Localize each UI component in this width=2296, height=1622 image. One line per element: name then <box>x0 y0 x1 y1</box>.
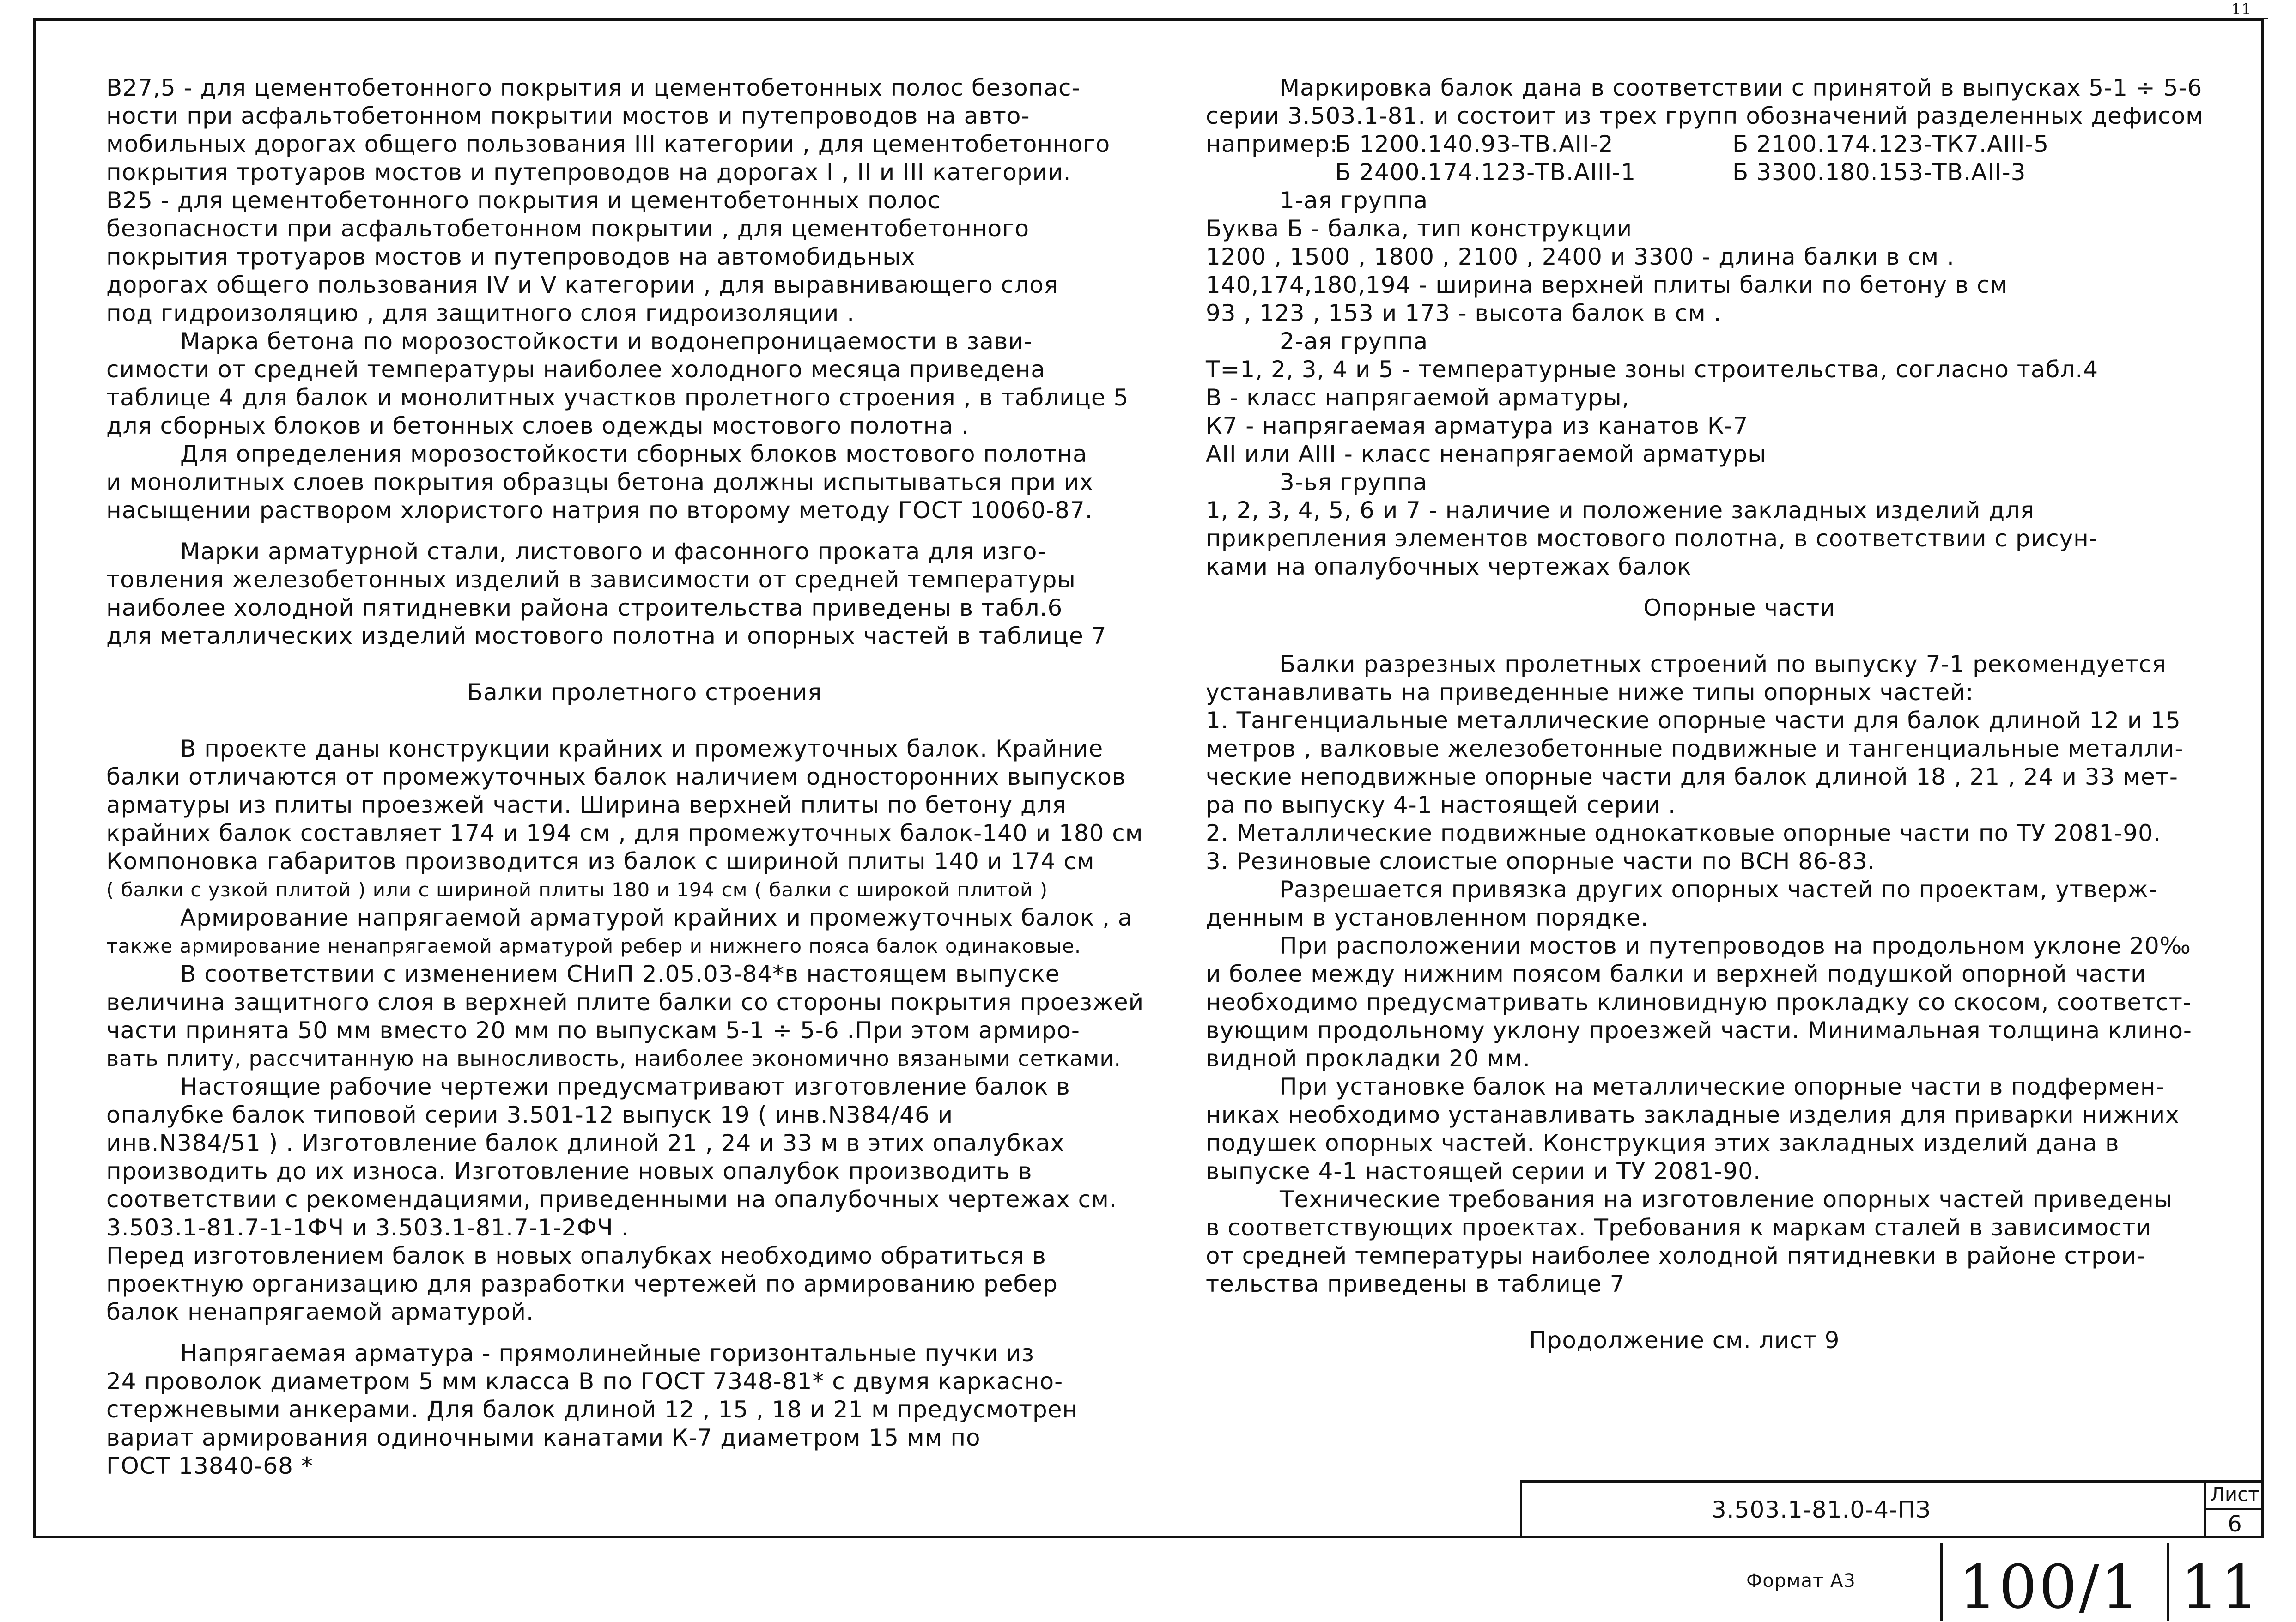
text-line: части принята 50 мм вместо 20 мм по выпускам 5-1 ÷ 5-6 .При этом армиро- <box>106 1017 1080 1044</box>
text-line: Компоновка габаритов производится из балок с шириной плиты 140 и 174 см <box>106 848 1095 875</box>
text-line: B27,5 - для цементобетонного покрытия и цементобетонных полос безопас- <box>106 74 1081 101</box>
right-para4 <box>1206 1073 2273 1186</box>
group3-list <box>1206 496 2273 581</box>
text-line: и монолитных слоев покрытия образцы бетона должны испытываться при их <box>106 469 1094 496</box>
text-line: крайних балок составляет 174 и 194 см , для промежуточных балок-140 и 180 см <box>106 820 1143 847</box>
text-line: При расположении мостов и путепроводов на продольном уклоне 20‰ <box>1280 932 2191 959</box>
left-para6 <box>106 904 1183 960</box>
text-line: Армирование напрягаемой арматурой крайних и промежуточных балок , а <box>180 904 1133 931</box>
text-line: 2. Металлические подвижные однокатковые опорные части по ТУ 2081-90. <box>1206 820 2161 847</box>
text-line: Напрягаемая арматура - прямолинейные горизонтальные пучки из <box>180 1340 1034 1367</box>
text-line: Марки арматурной стали, листового и фасонного проката для изго- <box>180 538 1046 565</box>
text-line: ческие неподвижные опорные части для балок длиной 18 , 21 , 24 и 33 мет- <box>1206 763 2178 790</box>
continuation-note: Продолжение см. лист 9 <box>1529 1327 1840 1354</box>
left-para10 <box>106 1339 1183 1480</box>
text-line: ности при асфальтобетонном покрытии мостов и путепроводов на авто- <box>106 103 1030 129</box>
text-line: насыщении раствором хлористого натрия по второму методу ГОСТ 10060-87. <box>106 497 1093 524</box>
sheet-label: Лист <box>2206 1483 2264 1510</box>
text-line: В проекте даны конструкции крайних и промежуточных балок. Крайние <box>180 735 1104 762</box>
right-para3 <box>1206 932 2273 1073</box>
group1-list <box>1206 215 2273 327</box>
text-line: покрытия тротуаров мостов и путепроводов на автомобидьных <box>106 243 916 270</box>
sheet-number: 6 <box>2228 1511 2242 1537</box>
example-row <box>1206 158 2273 187</box>
text-line: ГОСТ 13840-68 * <box>106 1453 313 1479</box>
left-para4 <box>106 538 1183 650</box>
text-line: под гидроизоляцию , для защитного слоя гидроизоляции . <box>106 300 855 327</box>
marking-intro <box>1206 74 2273 130</box>
text-line: балок ненапрягаемой арматурой. <box>106 1299 534 1325</box>
text-line: метров , валковые железобетонные подвижные и тангенциальные металли- <box>1206 735 2184 762</box>
left-para5 <box>106 735 1183 904</box>
text-line: величина защитного слоя в верхней плите балки со стороны покрытия проезжей <box>106 989 1144 1016</box>
text-line: подушек опорных частей. Конструкция этих закладных изделий дана в <box>1206 1130 2120 1156</box>
left-para3 <box>106 440 1183 525</box>
left-para2 <box>106 327 1183 440</box>
text-line: серии 3.503.1-81. и состоит из трех групп обозначений разделенных дефисом <box>1206 103 2204 129</box>
text-line: соответствии с рекомендациями, приведенными на опалубочных чертежах см. <box>106 1186 1117 1213</box>
right-para2 <box>1206 876 2273 932</box>
text-line: 140,174,180,194 - ширина верхней плиты балки по бетону в см <box>1206 272 2008 298</box>
text-line: денным в установленном порядке. <box>1206 904 1649 931</box>
text-line: В - класс напрягаемой арматуры, <box>1206 384 1630 411</box>
text-line: 24 проволок диаметром 5 мм класса В по ГОСТ 7348-81* с двумя каркасно- <box>106 1368 1063 1395</box>
text-line: стержневыми анкерами. Для балок длиной 12 , 15 , 18 и 21 м предусмотрен <box>106 1396 1078 1423</box>
text-line: безопасности при асфальтобетонном покрытии , для цементобетонного <box>106 215 1030 242</box>
text-line: таблице 4 для балок и монолитных участков пролетного строения , в таблице 5 <box>106 384 1129 411</box>
left-column <box>106 74 1183 1480</box>
text-line: выпуске 4-1 настоящей серии и ТУ 2081-90. <box>1206 1158 1761 1185</box>
text-line: дорогах общего пользования IV и V категории , для выравнивающего слоя <box>106 272 1058 298</box>
text-line: При установке балок на металлические опорные части в подфермен- <box>1280 1073 2165 1100</box>
text-line: производить до их износа. Изготовление новых опалубок производить в <box>106 1158 1033 1185</box>
text-line: покрытия тротуаров мостов и путепроводов на дорогах I , II и III категории. <box>106 159 1071 186</box>
document-code: 3.503.1-81.0-4-ПЗ <box>1712 1496 1931 1523</box>
text-line: К7 - напрягаемая арматура из канатов К-7 <box>1206 412 1749 439</box>
group2-title: 2-ая группа <box>1280 328 1428 355</box>
text-line: необходимо предусматривать клиновидную прокладку со скосом, соответст- <box>1206 989 2192 1016</box>
text-line: вать плиту, рассчитанную на выносливость, наиболее экономично вязаными сетками. <box>106 1046 1121 1071</box>
sheet-cell <box>2204 1483 2264 1538</box>
example-label: например: <box>1206 131 1338 157</box>
example-code: Б 2100.174.123-ТК7.АIII-5 <box>1732 131 2049 157</box>
corner-number: 11 <box>2231 0 2252 18</box>
title-block <box>1520 1480 2264 1538</box>
stamp-page: 11 <box>2181 1552 2261 1622</box>
right-column <box>1206 74 2273 1355</box>
text-line: 3.503.1-81.7-1-1ФЧ и 3.503.1-81.7-1-2ФЧ . <box>106 1214 629 1241</box>
example-code: Б 2400.174.123-ТВ.АIII-1 <box>1335 159 1636 186</box>
text-line: видной прокладки 20 мм. <box>1206 1045 1531 1072</box>
text-line: устанавливать на приведенные ниже типы опорных частей: <box>1206 679 1974 706</box>
group1-title: 1-ая группа <box>1280 187 1428 214</box>
text-line: ра по выпуску 4-1 настоящей серии . <box>1206 792 1676 818</box>
text-line: Буква Б - балка, тип конструкции <box>1206 215 1633 242</box>
text-line: B25 - для цементобетонного покрытия и цементобетонных полос <box>106 187 941 214</box>
left-para7 <box>106 960 1183 1073</box>
group3-title: 3-ья группа <box>1280 469 1427 496</box>
example-code: Б 3300.180.153-ТВ.АII-3 <box>1732 159 2026 186</box>
text-line: 1. Тангенциальные металлические опорные части для балок длиной 12 и 15 <box>1206 707 2181 734</box>
text-line: никах необходимо устанавливать закладные изделия для приварки нижних <box>1206 1102 2180 1128</box>
text-line: АII или АIII - класс ненапрягаемой арматуры <box>1206 441 1767 467</box>
section-title-bearings: Опорные части <box>1643 594 1835 621</box>
text-line: балки отличаются от промежуточных балок наличием односторонних выпусков <box>106 763 1126 790</box>
text-line: мобильных дорогах общего пользования III категории , для цементобетонного <box>106 131 1111 157</box>
stamp-divider <box>2167 1543 2169 1621</box>
text-line: арматуры из плиты проезжей части. Ширина верхней плиты по бетону для <box>106 792 1067 818</box>
group2-list <box>1206 356 2273 468</box>
text-line: также армирование ненапрягаемой арматурой ребер и нижнего пояса балок одинаковые. <box>106 935 1081 957</box>
text-line: для сборных блоков и бетонных слоев одежды мостового полотна . <box>106 412 969 439</box>
text-line: инв.N384/51 ) . Изготовление балок длиной 21 , 24 и 33 м в этих опалубках <box>106 1130 1065 1156</box>
text-line: товления железобетонных изделий в зависимости от средней температуры <box>106 566 1076 593</box>
example-code: Б 1200.140.93-ТВ.АII-2 <box>1335 131 1614 157</box>
text-line: и более между нижним поясом балки и верхней подушкой опорной части <box>1206 961 2146 987</box>
left-para8 <box>106 1073 1183 1242</box>
text-line: Разрешается привязка других опорных частей по проектам, утверж- <box>1280 876 2157 903</box>
example-row <box>1206 130 2273 158</box>
stamp-divider <box>1940 1543 1943 1621</box>
text-line: ( балки с узкой плитой ) или с шириной плиты 180 и 194 см ( балки с широкой плитой ) <box>106 878 1048 901</box>
text-line: от средней температуры наиболее холодной пятидневки в районе строи- <box>1206 1242 2145 1269</box>
text-line: Перед изготовлением балок в новых опалубках необходимо обратиться в <box>106 1242 1046 1269</box>
right-para1 <box>1206 650 2273 876</box>
format-label: Формат А3 <box>1746 1570 1856 1592</box>
right-para5 <box>1206 1186 2273 1298</box>
text-line: Для определения морозостойкости сборных блоков мостового полотна <box>180 441 1087 467</box>
text-line: тельства приведены в таблице 7 <box>1206 1271 1625 1297</box>
section-title-beams: Балки пролетного строения <box>467 679 822 706</box>
text-line: 1, 2, 3, 4, 5, 6 и 7 - наличие и положение закладных изделий для <box>1206 497 2035 524</box>
text-line: 3. Резиновые слоистые опорные части по ВСН 86-83. <box>1206 848 1876 875</box>
text-line: В соответствии с изменением СНиП 2.05.03-84*в настоящем выпуске <box>180 961 1060 987</box>
text-line: вариат армирования одиночными канатами К-7 диаметром 15 мм по <box>106 1424 981 1451</box>
text-line: прикрепления элементов мостового полотна, в соответствии с рисун- <box>1206 525 2098 552</box>
text-line: наиболее холодной пятидневки района строительства приведены в табл.6 <box>106 594 1063 621</box>
text-line: в соответствующих проектах. Требования к маркам сталей в зависимости <box>1206 1214 2152 1241</box>
left-para9 <box>106 1242 1183 1326</box>
text-line: 1200 , 1500 , 1800 , 2100 , 2400 и 3300 - длина балки в см . <box>1206 243 1955 270</box>
text-line: опалубке балок типовой серии 3.501-12 выпуск 19 ( инв.N384/46 и <box>106 1102 954 1128</box>
text-line: ками на опалубочных чертежах балок <box>1206 553 1692 580</box>
text-line: Т=1, 2, 3, 4 и 5 - температурные зоны строительства, согласно табл.4 <box>1206 356 2099 383</box>
text-line: Технические требования на изготовление опорных частей приведены <box>1280 1186 2173 1213</box>
text-line: 93 , 123 , 153 и 173 - высота балок в см . <box>1206 300 1722 327</box>
text-line: Настоящие рабочие чертежи предусматривают изготовление балок в <box>180 1073 1070 1100</box>
text-line: Балки разрезных пролетных строений по выпуску 7-1 рекомендуется <box>1280 651 2167 678</box>
text-line: проектную организацию для разработки чертежей по армированию ребер <box>106 1271 1058 1297</box>
text-line: Марка бетона по морозостойкости и водонепроницаемости в зави- <box>180 328 1033 355</box>
text-line: вующим продольному уклону проезжей части. Минимальная толщина клино- <box>1206 1017 2192 1044</box>
text-line: симости от средней температуры наиболее холодного месяца приведена <box>106 356 1045 383</box>
text-line: для металлических изделий мостового полотна и опорных частей в таблице 7 <box>106 623 1107 649</box>
text-line: Маркировка балок дана в соответствии с принятой в выпусках 5-1 ÷ 5-6 <box>1280 74 2203 101</box>
left-para1 <box>106 74 1183 327</box>
stamp-number: 100/1 <box>1959 1552 2141 1622</box>
